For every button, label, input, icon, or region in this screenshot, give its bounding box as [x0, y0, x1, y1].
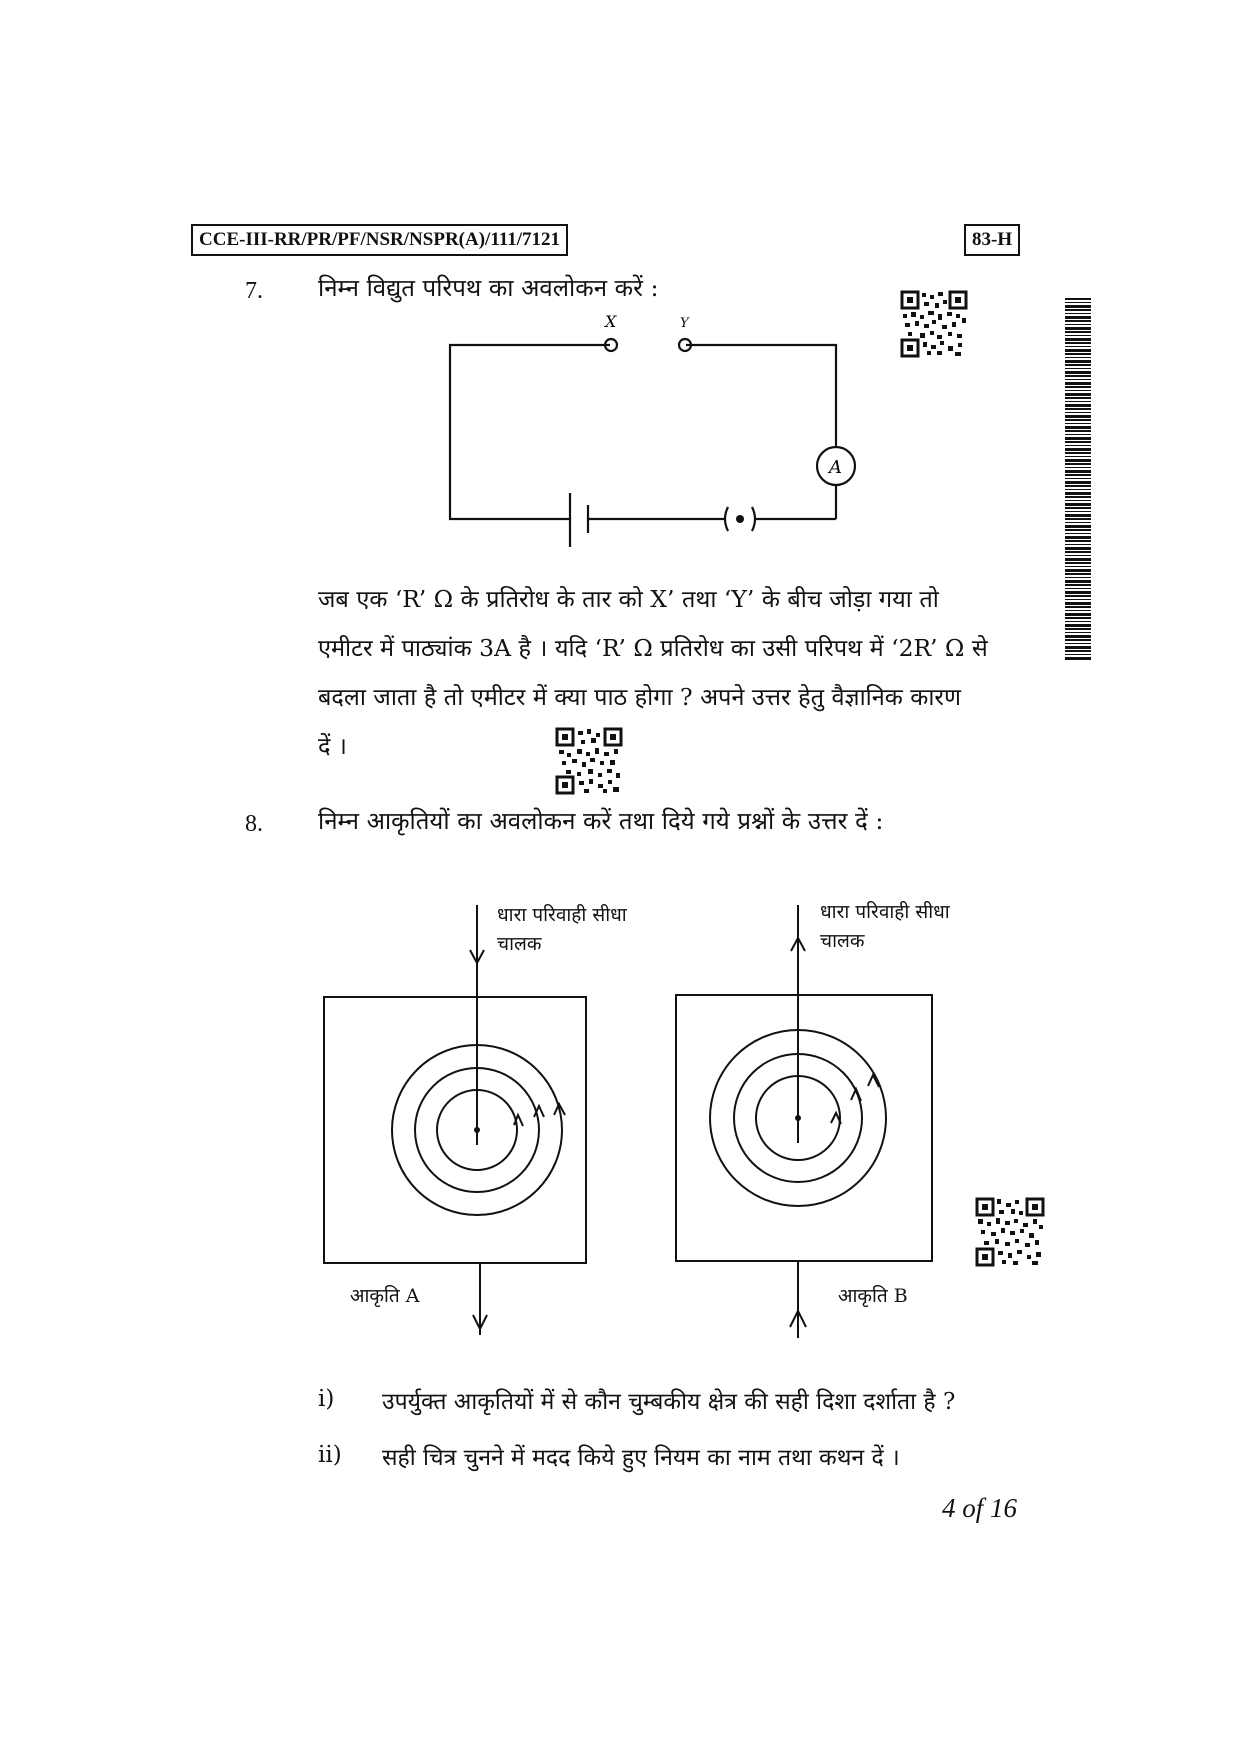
q7-body-line-1: जब एक ‘R’ Ω के प्रतिरोध के तार को X’ तथा ‘Y’ के बीच जोड़ा गया तो: [318, 585, 939, 613]
paper-code: CCE-III-RR/PR/PF/NSR/NSPR(A)/111/7121: [199, 229, 561, 250]
q8-sub-ii-text: सही चित्र चुनने में मदद किये हुए नियम का नाम तथा कथन दें ।: [382, 1445, 900, 1471]
paper-code-box: [191, 224, 568, 256]
figure-a-conductor-dot: [474, 1127, 480, 1133]
circuit-wire-left: [450, 345, 610, 519]
qr-code-middle: [555, 727, 623, 795]
qr-code-bottom: [975, 1197, 1045, 1267]
q7-body-line-2: एमीटर में पाठ्यांक 3A है । यदि ‘R’ Ω प्रतिरोध का उसी परिपथ में ‘2R’ Ω से: [318, 634, 988, 662]
figure-a: [320, 895, 610, 1345]
q7-body-line-4: दें ।: [318, 732, 347, 760]
figure-a-square: [324, 997, 586, 1263]
qr-code-top: [900, 290, 968, 358]
key-bracket-right: [752, 507, 755, 531]
q8-sub-ii-label: ii): [318, 1442, 342, 1468]
figure-b-conductor-dot: [795, 1115, 801, 1121]
figure-b-ring-arrow-middle: [851, 1089, 861, 1101]
circuit-wire-right-upper: [686, 345, 836, 447]
q7-prompt: निम्न विद्युत परिपथ का अवलोकन करें :: [318, 274, 659, 302]
ammeter-label: A: [829, 457, 842, 478]
figure-a-conductor-label-2: चालक: [497, 933, 542, 955]
figure-a-caption: आकृति A: [350, 1285, 420, 1307]
q8-sub-i-label: i): [318, 1386, 335, 1412]
figure-a-conductor-label-1: धारा परिवाही सीधा: [497, 904, 627, 926]
figure-b: [668, 893, 958, 1343]
circuit-diagram: [440, 315, 860, 575]
q7-number: 7.: [245, 278, 263, 304]
page-code: 83-H: [972, 229, 1013, 250]
figure-b-conductor-label-2: चालक: [820, 930, 865, 952]
figure-b-conductor-label-1: धारा परिवाही सीधा: [820, 901, 950, 923]
key-bracket-left: [725, 507, 728, 531]
figure-b-square: [676, 995, 932, 1261]
q7-body-line-3: बदला जाता है तो एमीटर में क्या पाठ होगा ? अपने उत्तर हेतु वैज्ञानिक कारण: [318, 683, 962, 711]
terminal-y-label: Y: [680, 316, 689, 331]
terminal-x-label: X: [605, 315, 617, 331]
barcode: [1065, 298, 1091, 660]
key-plug: [736, 515, 744, 523]
page-number: 4 of 16: [942, 1493, 1018, 1523]
page-code-box: [964, 224, 1020, 256]
q8-prompt: निम्न आकृतियों का अवलोकन करें तथा दिये गये प्रश्नों के उत्तर दें :: [318, 807, 884, 835]
figure-b-caption: आकृति B: [838, 1285, 908, 1307]
q8-sub-i-text: उपर्युक्त आकृतियों में से कौन चुम्बकीय क्षेत्र की सही दिशा दर्शाता है ?: [382, 1389, 956, 1415]
q8-number: 8.: [245, 811, 263, 837]
